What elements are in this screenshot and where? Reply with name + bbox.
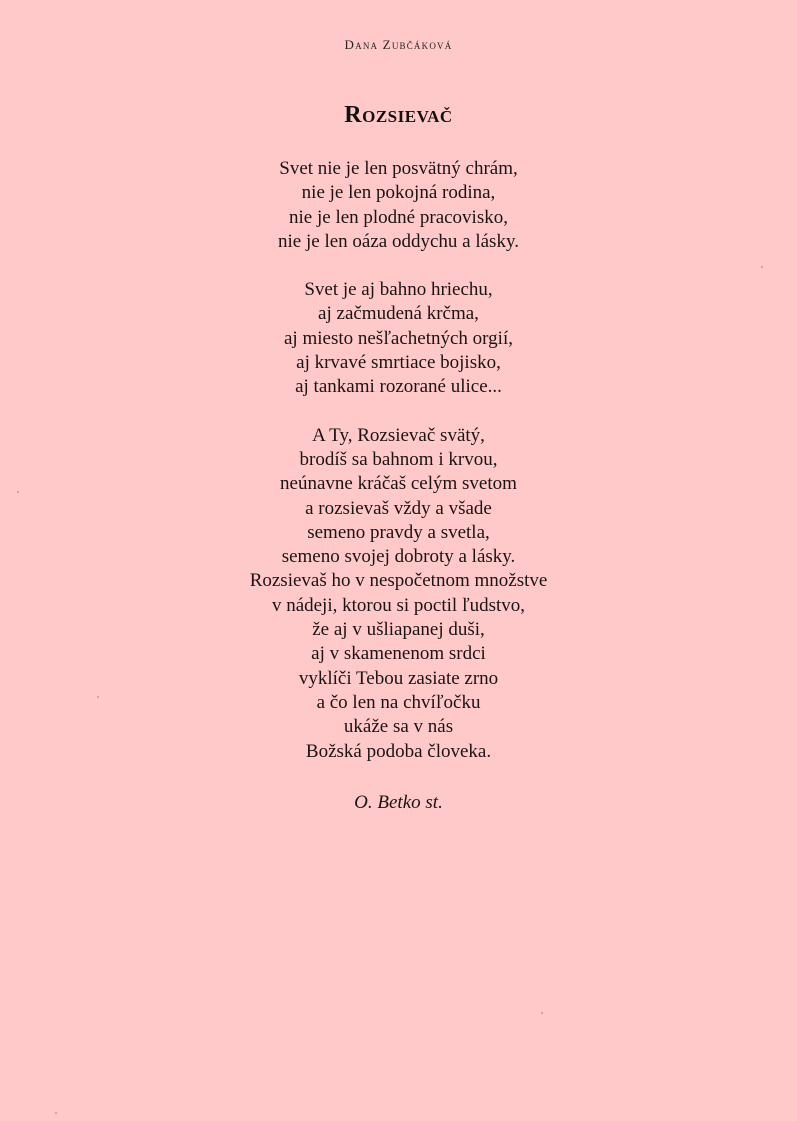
poem-line: Božská podoba človeka. — [305, 740, 492, 762]
poem-title: Rozsievač — [344, 102, 453, 128]
stanza-3 — [0, 424, 797, 764]
poem-line: v nádeji, ktorou si poctil ľudstvo, — [271, 594, 526, 616]
paper-speck — [541, 1012, 543, 1014]
poem-line: nie je len plodné pracovisko, — [289, 206, 508, 228]
paper-speck — [97, 696, 99, 698]
poem-line: semeno svojej dobroty a lásky. — [281, 546, 516, 568]
poem-line: vyklíči Tebou zasiate zrno — [298, 667, 499, 689]
poem-line: aj miesto nešľachetných orgií, — [284, 327, 513, 349]
poem-line: Svet je aj bahno hriechu, — [304, 279, 493, 301]
running-head-author: Dana Zubčáková — [344, 37, 453, 52]
poem-line: Svet nie je len posvätný chrám, — [279, 158, 518, 179]
poem-body — [0, 157, 797, 788]
poem-line: aj začmudená krčma, — [318, 303, 479, 325]
stanza-2 — [0, 278, 797, 399]
poem-line: nie je len pokojná rodina, — [301, 182, 496, 204]
paper-speck — [17, 491, 19, 493]
poem-line: aj v skamenenom srdci — [311, 643, 486, 665]
poem-line: že aj v ušliapanej duši, — [312, 619, 485, 641]
poem-line: aj krvavé smrtiace bojisko, — [296, 352, 501, 374]
stanza-1 — [0, 157, 797, 254]
poem-line: a čo len na chvíľočku — [316, 691, 481, 713]
poem-line: ukáže sa v nás — [343, 716, 454, 738]
poem-line: nie je len oáza oddychu a lásky. — [278, 230, 519, 252]
poem-line: aj tankami rozorané ulice... — [295, 376, 502, 398]
poem-line: Rozsievaš ho v nespočetnom množstve — [249, 570, 548, 592]
poem-line: semeno pravdy a svetla, — [307, 521, 490, 543]
poem-line: a rozsievaš vždy a všade — [305, 497, 492, 519]
poem-line: neúnavne kráčaš celým svetom — [280, 473, 517, 495]
paper-speck — [55, 1112, 57, 1114]
poem-signature: O. Betko st. — [354, 792, 443, 813]
poem-line: brodíš sa bahnom i krvou, — [299, 448, 498, 470]
paper-speck — [761, 266, 763, 268]
poem-line: A Ty, Rozsievač svätý, — [312, 424, 485, 446]
